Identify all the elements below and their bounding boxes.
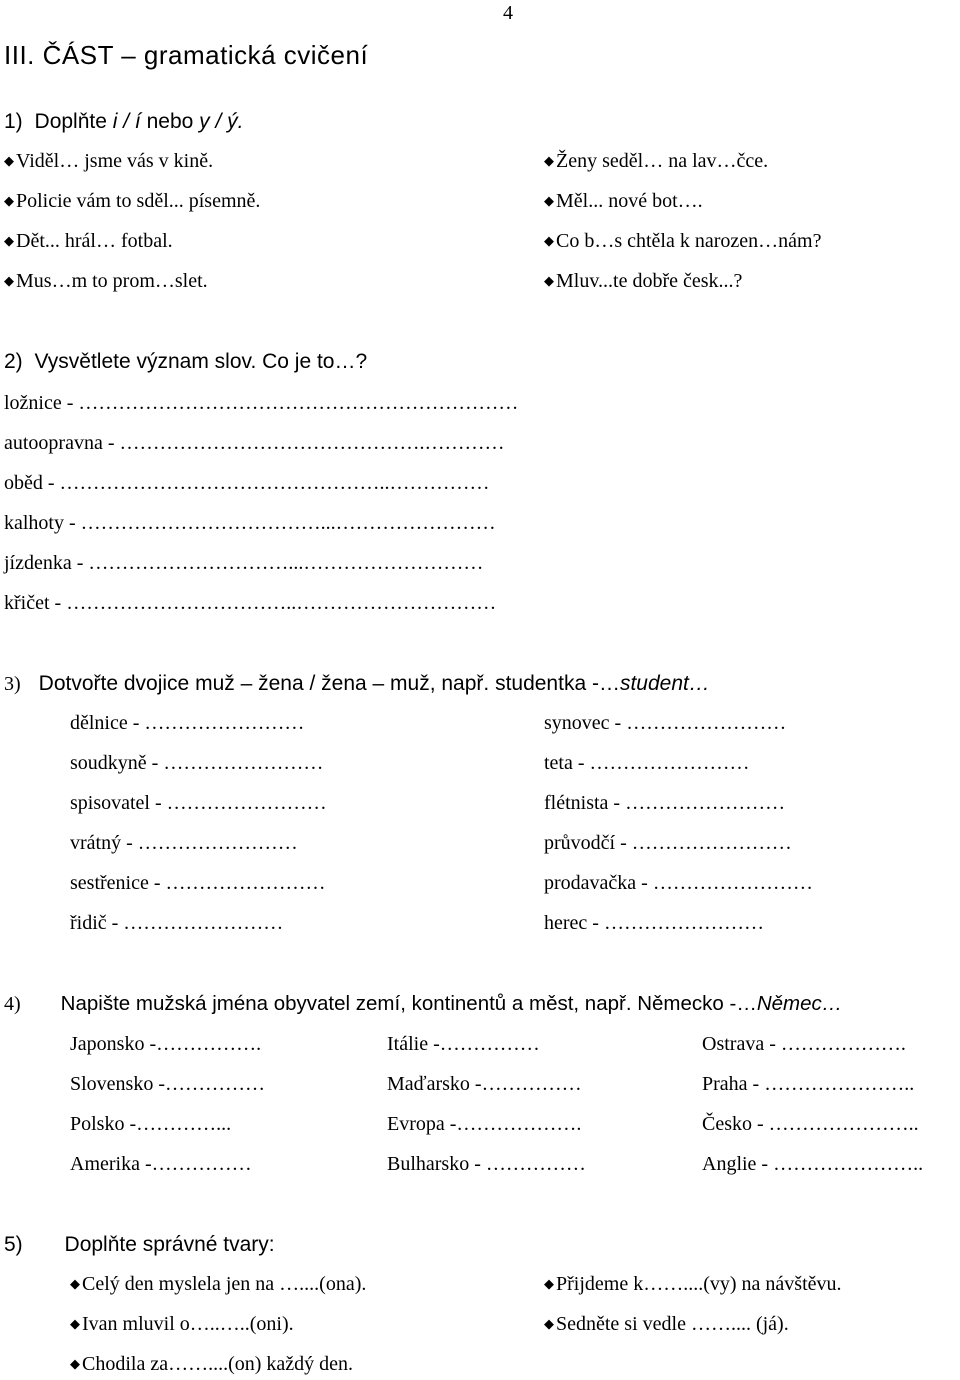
- task4-place: Praha - …………………..: [702, 1073, 915, 1095]
- task4-place: Itálie -……………: [387, 1033, 540, 1055]
- task4-place: Slovensko -……………: [70, 1073, 265, 1095]
- task5-sentence: Celý den myslela jen na …....(ona).: [82, 1273, 367, 1295]
- task4-place: Bulharsko - ……………: [387, 1153, 586, 1175]
- task4-example: Němec…: [756, 992, 843, 1015]
- task3-pair-left: řidič - ……………………: [70, 912, 284, 934]
- task2-item: autoopravna - ……………………………………….…………: [4, 432, 505, 454]
- section-title: III. ČÁST – gramatická cvičení: [4, 40, 369, 70]
- diamond-bullet-icon: ◆: [70, 1277, 80, 1292]
- task5-sentence: Přijdeme k……....(vy) na návštěvu.: [556, 1273, 842, 1295]
- diamond-bullet-icon: ◆: [544, 274, 554, 289]
- task3-title: Dotvořte dvojice muž – žena / žena – muž, např. studentka -…: [38, 672, 620, 695]
- task2-number: 2): [4, 350, 23, 373]
- task4-place: Česko - …………………..: [702, 1113, 919, 1135]
- task1-sentence: Mluv...te dobře česk...?: [556, 270, 743, 292]
- task3-pair-right: teta - ……………………: [544, 752, 750, 774]
- diamond-bullet-icon: ◆: [544, 234, 554, 249]
- task3-number: 3): [4, 673, 21, 695]
- task1-heading: [4, 110, 244, 134]
- task2-item: křičet - ……………………………..…………………………: [4, 592, 497, 614]
- task1-sentence: Měl... nové bot….: [556, 190, 703, 212]
- task3-pair-left: spisovatel - ……………………: [70, 792, 327, 814]
- task4-place: Maďarsko -……………: [387, 1073, 582, 1095]
- task4-place: Evropa -……………….: [387, 1113, 582, 1135]
- task5-right-item: [544, 1273, 842, 1296]
- task1-sentence: Policie vám to sděl... písemně.: [16, 190, 261, 212]
- diamond-bullet-icon: ◆: [544, 154, 554, 169]
- task1-number: 1): [4, 110, 23, 133]
- task3-pair-right: průvodčí - ……………………: [544, 832, 792, 854]
- task1-left-item: [4, 230, 173, 253]
- task1-sentence: Dět... hrál… fotbal.: [16, 230, 173, 252]
- diamond-bullet-icon: ◆: [70, 1357, 80, 1372]
- task1-right-item: [544, 230, 821, 253]
- task2-item: kalhoty - ………………………………...……………………: [4, 512, 496, 534]
- task1-title-mid: nebo: [140, 110, 200, 133]
- task3-pair-left: vrátný - ……………………: [70, 832, 298, 854]
- task3-pair-left: sestřenice - ……………………: [70, 872, 326, 894]
- task1-sentence: Ženy seděl… na lav…čce.: [556, 150, 769, 172]
- task4-title: Napište mužská jména obyvatel zemí, kontinentů a měst, např. Německo -…: [60, 992, 757, 1015]
- diamond-bullet-icon: ◆: [544, 1317, 554, 1332]
- task5-right-item: [544, 1313, 789, 1336]
- task5-title: Doplňte správné tvary:: [64, 1233, 275, 1256]
- task5-sentence: Chodila za……....(on) každý den.: [82, 1353, 354, 1375]
- task1-sentence: Viděl… jsme vás v kině.: [16, 150, 214, 172]
- task5-heading: [4, 1233, 275, 1257]
- task1-title-lead: Doplňte: [34, 110, 113, 133]
- task1-sentence: Co b…s chtěla k narozen…nám?: [556, 230, 822, 252]
- diamond-bullet-icon: ◆: [4, 274, 14, 289]
- task1-left-item: [4, 190, 260, 213]
- task1-right-item: [544, 150, 768, 173]
- task4-number: 4): [4, 993, 21, 1015]
- task3-pair-left: soudkyně - ……………………: [70, 752, 324, 774]
- task1-left-item: [4, 150, 213, 173]
- diamond-bullet-icon: ◆: [544, 194, 554, 209]
- task2-heading: [4, 350, 367, 374]
- task2-item: jízdenka - …………………………...………………………: [4, 552, 484, 574]
- task3-example: student…: [619, 672, 710, 695]
- page-number: 4: [503, 2, 513, 24]
- task5-left-item: [70, 1353, 353, 1376]
- task1-option-i: i / í: [112, 110, 141, 133]
- task5-left-item: [70, 1313, 294, 1336]
- task4-place: Ostrava - ……………….: [702, 1033, 906, 1055]
- task4-place: Polsko -…………...: [70, 1113, 232, 1135]
- task2-title: Vysvětlete význam slov. Co je to…?: [34, 350, 368, 373]
- task3-pair-right: synovec - ……………………: [544, 712, 787, 734]
- task5-number: 5): [4, 1233, 23, 1256]
- diamond-bullet-icon: ◆: [4, 234, 14, 249]
- task5-sentence: Ivan mluvil o…..…..(oni).: [82, 1313, 294, 1335]
- diamond-bullet-icon: ◆: [4, 194, 14, 209]
- task3-heading: [4, 672, 710, 696]
- task1-sentence: Mus…m to prom…slet.: [16, 270, 208, 292]
- task5-sentence: Sedněte si vedle …….... (já).: [556, 1313, 789, 1335]
- task1-option-y: y / ý.: [199, 110, 244, 133]
- task4-heading: [4, 992, 842, 1016]
- task3-pair-right: herec - ……………………: [544, 912, 764, 934]
- task2-item: ložnice - …………………………………………………………: [4, 392, 519, 414]
- task1-left-item: [4, 270, 208, 293]
- task3-pair-left: dělnice - ……………………: [70, 712, 305, 734]
- task4-place: Anglie - …………………..: [702, 1153, 924, 1175]
- task3-pair-right: flétnista - ……………………: [544, 792, 786, 814]
- task1-right-item: [544, 270, 742, 293]
- diamond-bullet-icon: ◆: [544, 1277, 554, 1292]
- diamond-bullet-icon: ◆: [4, 154, 14, 169]
- task4-place: Amerika -……………: [70, 1153, 252, 1175]
- diamond-bullet-icon: ◆: [70, 1317, 80, 1332]
- task3-pair-right: prodavačka - ……………………: [544, 872, 813, 894]
- task5-left-item: [70, 1273, 366, 1296]
- task4-place: Japonsko -…………….: [70, 1033, 262, 1055]
- task1-right-item: [544, 190, 703, 213]
- task2-item: oběd - …………………………………………..……………: [4, 472, 490, 494]
